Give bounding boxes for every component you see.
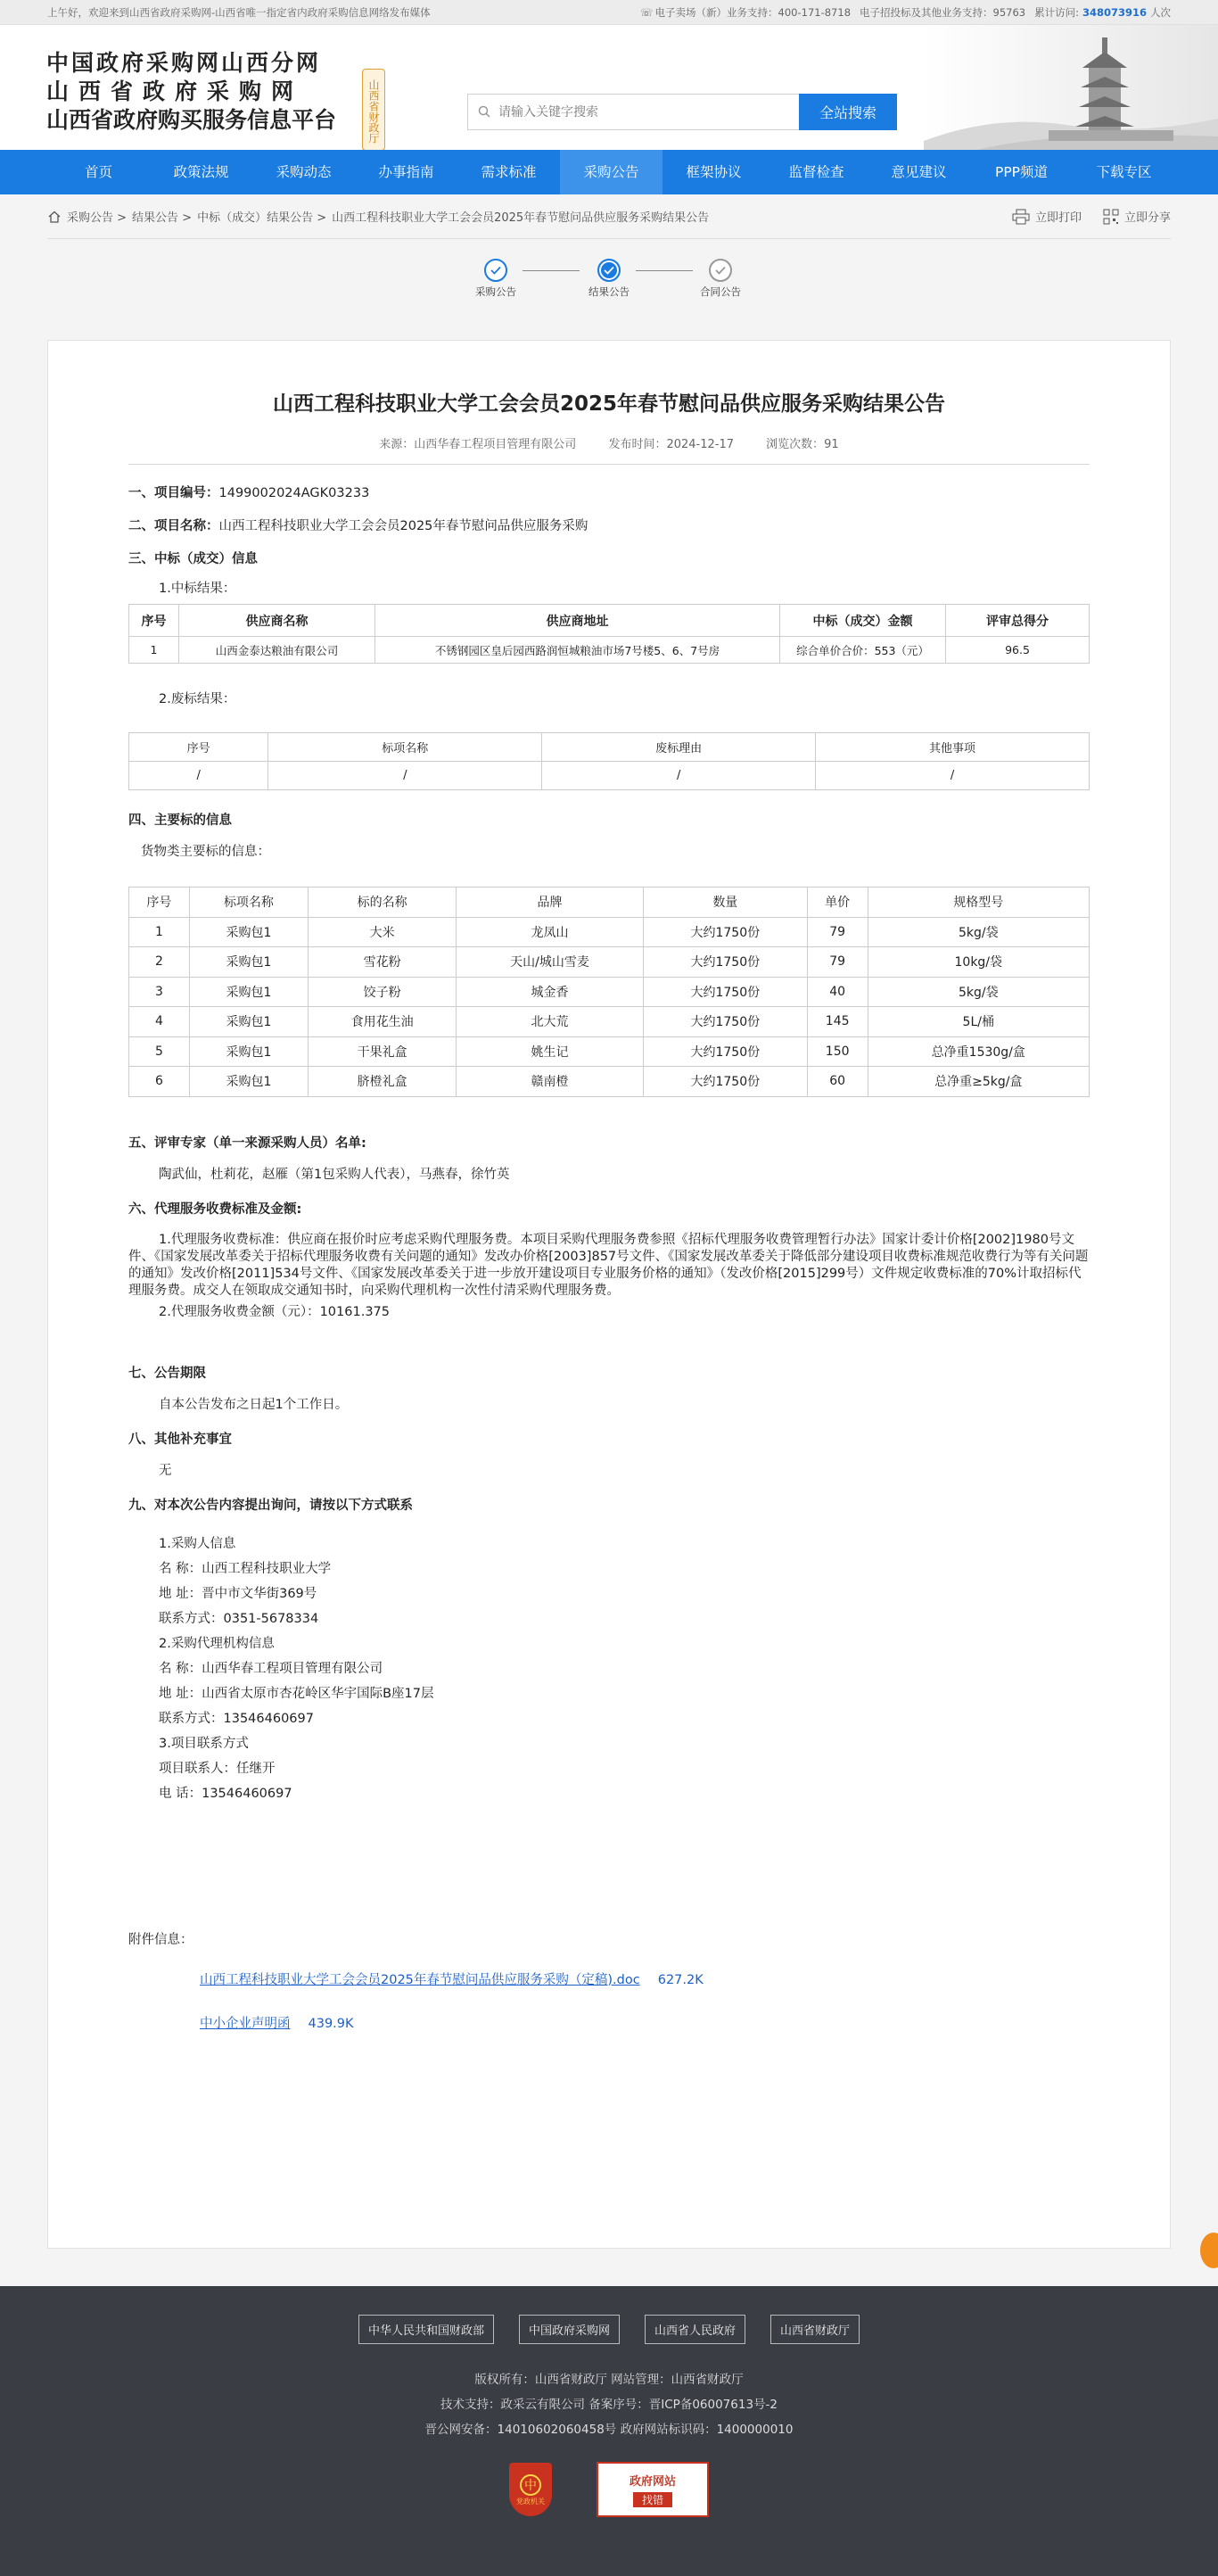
table-cell: 龙凤山 xyxy=(457,917,644,947)
attachment-item xyxy=(128,1969,1090,1988)
attachment-size: 627.2K xyxy=(657,1972,704,1987)
article-views: 浏览次数：91 xyxy=(766,438,839,451)
table-header: 品牌 xyxy=(457,888,644,918)
table-cell: 大约1750份 xyxy=(643,917,807,947)
table-row xyxy=(129,637,1090,664)
section-experts: 五、评审专家（单一来源采购人员）名单: xyxy=(128,1135,366,1151)
print-button[interactable] xyxy=(1012,208,1082,225)
table-header: 其他事项 xyxy=(816,733,1090,762)
table-cell: 5 xyxy=(129,1036,190,1067)
table-cell: 北大荒 xyxy=(457,1007,644,1037)
table-cell: 5L/桶 xyxy=(868,1007,1089,1037)
table-cell: 大约1750份 xyxy=(643,1067,807,1097)
table-cell: 4 xyxy=(129,1007,190,1037)
table-cell: 采购包1 xyxy=(189,1007,308,1037)
table-cell: 2 xyxy=(129,947,190,978)
table-cell: 采购包1 xyxy=(189,947,308,978)
table-header: 序号 xyxy=(129,605,179,637)
table-cell: 总净重1530g/盒 xyxy=(868,1036,1089,1067)
article-body xyxy=(48,483,1170,2032)
contact-line: 联系方式：0351-5678334 xyxy=(159,1611,319,1626)
table-header-row xyxy=(129,605,1090,637)
share-button[interactable] xyxy=(1103,208,1171,225)
attachment-link[interactable]: 山西工程科技职业大学工会会员2025年春节慰问品供应服务采购（定稿).doc xyxy=(200,1972,640,1987)
breadcrumb-bar xyxy=(47,194,1171,239)
attachment-size: 439.9K xyxy=(308,2016,354,2031)
contact-block xyxy=(128,1532,1090,1806)
svg-text:中: 中 xyxy=(524,2478,537,2493)
nav-home[interactable]: 首页 xyxy=(84,164,112,180)
footer-info xyxy=(0,2367,1218,2442)
section-main-items: 四、主要标的信息 xyxy=(128,813,232,828)
nav-framework[interactable]: 框架协议 xyxy=(686,164,742,180)
nav-guide[interactable]: 办事指南 xyxy=(378,164,434,180)
table-cell: / xyxy=(816,762,1090,790)
table-header: 供应商名称 xyxy=(179,605,375,637)
table-header-row xyxy=(129,888,1090,918)
step-procurement xyxy=(460,259,531,299)
step-label: 合同公告 xyxy=(700,285,741,298)
table-row xyxy=(129,1007,1090,1037)
article-source: 来源：山西华春工程项目管理有限公司 xyxy=(379,438,577,451)
table-cell: 食用花生油 xyxy=(309,1007,457,1037)
table-cell: 综合单价合价：553（元） xyxy=(780,637,946,664)
table-cell: 城金香 xyxy=(457,977,644,1007)
goods-heading: 货物类主要标的信息： xyxy=(141,845,270,859)
table-row xyxy=(129,977,1090,1007)
search-icon xyxy=(478,105,490,118)
check-icon xyxy=(484,259,507,282)
contact-line: 1.采购人信息 xyxy=(159,1536,236,1551)
other-text: 无 xyxy=(159,1463,172,1478)
contact-line: 2.采购代理机构信息 xyxy=(159,1636,275,1651)
table-header: 序号 xyxy=(129,888,190,918)
table-cell: 1 xyxy=(129,917,190,947)
table-cell: 大约1750份 xyxy=(643,1036,807,1067)
table-cell: 总净重≥5kg/盒 xyxy=(868,1067,1089,1097)
table-cell: 150 xyxy=(807,1036,868,1067)
attachments-label: 附件信息： xyxy=(128,1932,193,1947)
footer-link[interactable]: 中国政府采购网 xyxy=(519,2315,620,2344)
print-label: 立即打印 xyxy=(1034,211,1082,225)
footer-support: 技术支持：政采云有限公司 备案序号：晋ICP备06007613号-2 xyxy=(440,2398,778,2412)
section-project-name xyxy=(128,516,1090,534)
check-icon xyxy=(709,259,732,282)
section-other: 八、其他补充事宜 xyxy=(128,1432,232,1447)
page-tools xyxy=(1012,208,1171,225)
article-meta xyxy=(48,434,1170,451)
contact-line: 地 址：山西省太原市杏花岭区华宇国际B座17层 xyxy=(159,1686,434,1701)
table-row xyxy=(129,1067,1090,1097)
contact-line: 3.项目联系方式 xyxy=(159,1736,249,1751)
table-cell: / xyxy=(129,762,268,790)
table-cell: 大约1750份 xyxy=(643,947,807,978)
table-cell: 1 xyxy=(129,637,179,664)
nav-news[interactable]: 采购动态 xyxy=(276,164,332,180)
section-period: 七、公告期限 xyxy=(128,1366,206,1381)
table-header: 评审总得分 xyxy=(946,605,1090,637)
fee-standard: 1.代理服务收费标准：供应商在报价时应考虑采购代理服务费。本项目采购代理服务费参照《招标代理服务收费管理暂行办法》国家计委计价格[2002]1980号文件、《国家发展改革委关于招标代理服务收费有关问题的通知》发改办价格[2003]857号文件、《国家发展改革委关于降低部分建设项目收费标准规范收费行为等有关问题的通知》发改价格[2011]534号文件、《国家发展改革委关于进一步放开建设项目专业服务价格的通知》（发改价格[2015]299号）文件规定收费标准的70%计取招标代理服务费。成交人在领取成交通知书时，向采购代理机构一次性付清采购代理服务费。 xyxy=(128,1232,1089,1298)
section-label: 一、项目编号： xyxy=(128,486,219,500)
floating-service-button[interactable] xyxy=(1200,2233,1218,2268)
top-bar xyxy=(0,0,1218,25)
contact-line: 地 址：晋中市文华街369号 xyxy=(159,1586,317,1601)
phone-icon: ☏ xyxy=(640,5,654,19)
table-cell: 大约1750份 xyxy=(643,977,807,1007)
contact-line: 名 称：山西工程科技职业大学 xyxy=(159,1561,332,1576)
visits-label: 累计访问: xyxy=(1034,5,1079,19)
breadcrumb-item[interactable]: 结果公告 > xyxy=(132,211,193,225)
phone-support: 电子卖场（新）业务支持：400-171-8718 xyxy=(654,5,852,19)
section-award-info: 三、中标（成交）信息 xyxy=(128,552,258,566)
attachment-item xyxy=(128,2013,1090,2032)
article-panel xyxy=(47,340,1171,2249)
topbar-right xyxy=(631,5,1171,20)
table-cell: 大米 xyxy=(309,917,457,947)
table-cell: 60 xyxy=(807,1067,868,1097)
table-cell: / xyxy=(542,762,816,790)
breadcrumb-current: 山西工程科技职业大学工会会员2025年春节慰问品供应服务采购结果公告 xyxy=(332,211,710,225)
contact-line: 名 称：山西华春工程项目管理有限公司 xyxy=(159,1661,383,1676)
search-input[interactable] xyxy=(467,94,799,130)
nav-policy[interactable]: 政策法规 xyxy=(173,164,229,180)
badge-subtitle: 找错 xyxy=(633,2492,672,2507)
table-header: 标的名称 xyxy=(309,888,457,918)
footer-links xyxy=(0,2286,1218,2344)
nav-supervision[interactable]: 监督检查 xyxy=(788,164,844,180)
table-cell: 不锈钢园区皇后园西路润恒城粮油市场7号楼5、6、7号房 xyxy=(375,637,780,664)
table-cell: 采购包1 xyxy=(189,977,308,1007)
badge-title: 政府网站 xyxy=(629,2475,676,2489)
visits-unit: 人次 xyxy=(1150,5,1171,19)
award-result-heading: 1.中标结果： xyxy=(159,582,236,596)
search-button[interactable]: 全站搜索 xyxy=(799,94,897,130)
search-bar xyxy=(467,94,897,130)
article-title: 山西工程科技职业大学工会会员2025年春节慰问品供应服务采购结果公告 xyxy=(272,392,945,416)
table-cell: 40 xyxy=(807,977,868,1007)
article-publish-time: 发布时间：2024-12-17 xyxy=(608,438,735,451)
table-header: 废标理由 xyxy=(542,733,816,762)
table-cell: 赣南橙 xyxy=(457,1067,644,1097)
greeting-text: 上午好，欢迎来到山西省政府采购网-山西省唯一指定省内政府采购信息网络发布媒体 xyxy=(47,5,431,19)
table-cell: 脐橙礼盒 xyxy=(309,1067,457,1097)
footer-link[interactable]: 山西省人民政府 xyxy=(645,2315,745,2344)
breadcrumb xyxy=(47,208,709,225)
logo-line-1: 中国政府采购网山西分网 xyxy=(46,50,322,76)
table-cell: 5kg/袋 xyxy=(868,917,1089,947)
award-table xyxy=(128,604,1090,664)
project-number: 1499002024AGK03233 xyxy=(218,486,370,500)
divider xyxy=(128,464,1090,465)
project-name: 山西工程科技职业大学工会会员2025年春节慰问品供应服务采购 xyxy=(218,519,588,533)
table-header: 数量 xyxy=(643,888,807,918)
breadcrumb-item[interactable]: 中标（成交）结果公告 > xyxy=(197,211,327,225)
phone-support-2: 电子招投标及其他业务支持：95763 xyxy=(860,5,1026,19)
site-logo[interactable] xyxy=(46,49,380,144)
contact-line: 项目联系人：任继开 xyxy=(159,1761,276,1776)
breadcrumb-item[interactable]: 采购公告 > xyxy=(67,211,128,225)
home-icon xyxy=(47,210,62,224)
section-project-number xyxy=(128,483,1090,501)
table-cell: 10kg/袋 xyxy=(868,947,1089,978)
table-row xyxy=(129,947,1090,978)
table-cell: 采购包1 xyxy=(189,917,308,947)
party-badge-label: 党政机关 xyxy=(516,2497,545,2506)
table-header: 标项名称 xyxy=(189,888,308,918)
logo-line-3: 山西省政府购买服务信息平台 xyxy=(46,107,337,133)
nav-download[interactable]: 下载专区 xyxy=(1096,164,1152,180)
table-cell: 雪花粉 xyxy=(309,947,457,978)
table-cell: 5kg/袋 xyxy=(868,977,1089,1007)
visits-value: 348073916 xyxy=(1082,5,1147,19)
table-cell: 145 xyxy=(807,1007,868,1037)
main-nav xyxy=(0,150,1218,194)
table-header: 序号 xyxy=(129,733,268,762)
table-row xyxy=(129,1036,1090,1067)
nav-ppp[interactable]: PPP频道 xyxy=(994,164,1049,180)
experts-list: 陶武仙，杜莉花，赵雁（第1包采购人代表），马燕春，徐竹英 xyxy=(159,1167,510,1182)
table-cell: 山西金泰达粮油有限公司 xyxy=(179,637,375,664)
table-header: 中标（成交）金额 xyxy=(780,605,946,637)
table-cell: 96.5 xyxy=(946,637,1090,664)
table-cell: / xyxy=(268,762,542,790)
table-cell: 饺子粉 xyxy=(309,977,457,1007)
nav-standards[interactable]: 需求标准 xyxy=(481,164,537,180)
failed-bid-heading: 2.废标结果： xyxy=(159,692,236,706)
table-cell: 大约1750份 xyxy=(643,1007,807,1037)
section-label: 二、项目名称： xyxy=(128,519,219,533)
table-cell: 采购包1 xyxy=(189,1036,308,1067)
table-cell: 6 xyxy=(129,1067,190,1097)
table-cell: 天山/城山雪麦 xyxy=(457,947,644,978)
table-header: 供应商地址 xyxy=(375,605,780,637)
table-cell: 姚生记 xyxy=(457,1036,644,1067)
table-cell: 79 xyxy=(807,917,868,947)
step-result xyxy=(573,259,645,299)
footer xyxy=(0,2286,1218,2576)
footer-link[interactable]: 中华人民共和国财政部 xyxy=(358,2315,494,2344)
nav-announcements[interactable]: 采购公告 xyxy=(560,150,662,194)
check-icon xyxy=(597,259,621,282)
table-cell: 干果礼盒 xyxy=(309,1036,457,1067)
table-cell: 3 xyxy=(129,977,190,1007)
period-text: 自本公告发布之日起1个工作日。 xyxy=(159,1397,349,1412)
table-cell: 79 xyxy=(807,947,868,978)
emblem-icon xyxy=(519,2473,542,2497)
table-header-row xyxy=(129,733,1090,762)
logo-tag: 山西省财政厅 xyxy=(362,69,385,150)
nav-feedback[interactable]: 意见建议 xyxy=(891,164,947,180)
table-header: 单价 xyxy=(807,888,868,918)
logo-line-2: 山西省政府采购网 xyxy=(46,78,304,104)
failed-bid-table xyxy=(128,732,1090,790)
footer-badges xyxy=(0,2462,1218,2517)
table-row xyxy=(129,917,1090,947)
table-row xyxy=(129,762,1090,790)
table-header: 标项名称 xyxy=(268,733,542,762)
table-header: 规格型号 xyxy=(868,888,1089,918)
qrcode-icon xyxy=(1103,209,1119,225)
step-label: 采购公告 xyxy=(475,285,516,298)
attachment-link[interactable]: 中小企业声明函 xyxy=(200,2016,291,2031)
footer-copyright: 版权所有：山西省财政厅 网站管理：山西省财政厅 xyxy=(474,2373,744,2387)
progress-steps xyxy=(0,239,1218,310)
fee-amount: 2.代理服务收费金额（元）：10161.375 xyxy=(159,1304,390,1319)
printer-icon xyxy=(1012,209,1030,225)
footer-police: 晋公网安备：14010602060458号 政府网站标识码：1400000010 xyxy=(424,2423,794,2437)
share-label: 立即分享 xyxy=(1123,211,1171,225)
footer-link[interactable]: 山西省财政厅 xyxy=(770,2315,860,2344)
goods-table xyxy=(128,887,1090,1097)
header xyxy=(0,25,1218,150)
contact-line: 电 话：13546460697 xyxy=(159,1786,292,1801)
step-contract xyxy=(685,259,756,299)
gov-site-error-badge[interactable] xyxy=(597,2462,709,2517)
pagoda-banner-image xyxy=(924,25,1218,150)
step-label: 结果公告 xyxy=(588,285,630,298)
section-fees: 六、代理服务收费标准及金额: xyxy=(128,1201,302,1217)
contact-line: 联系方式：13546460697 xyxy=(159,1711,314,1726)
table-cell: 采购包1 xyxy=(189,1067,308,1097)
section-contact: 九、对本次公告内容提出询问，请按以下方式联系 xyxy=(128,1498,413,1513)
party-government-badge[interactable] xyxy=(509,2463,552,2516)
step-connector xyxy=(523,270,580,271)
